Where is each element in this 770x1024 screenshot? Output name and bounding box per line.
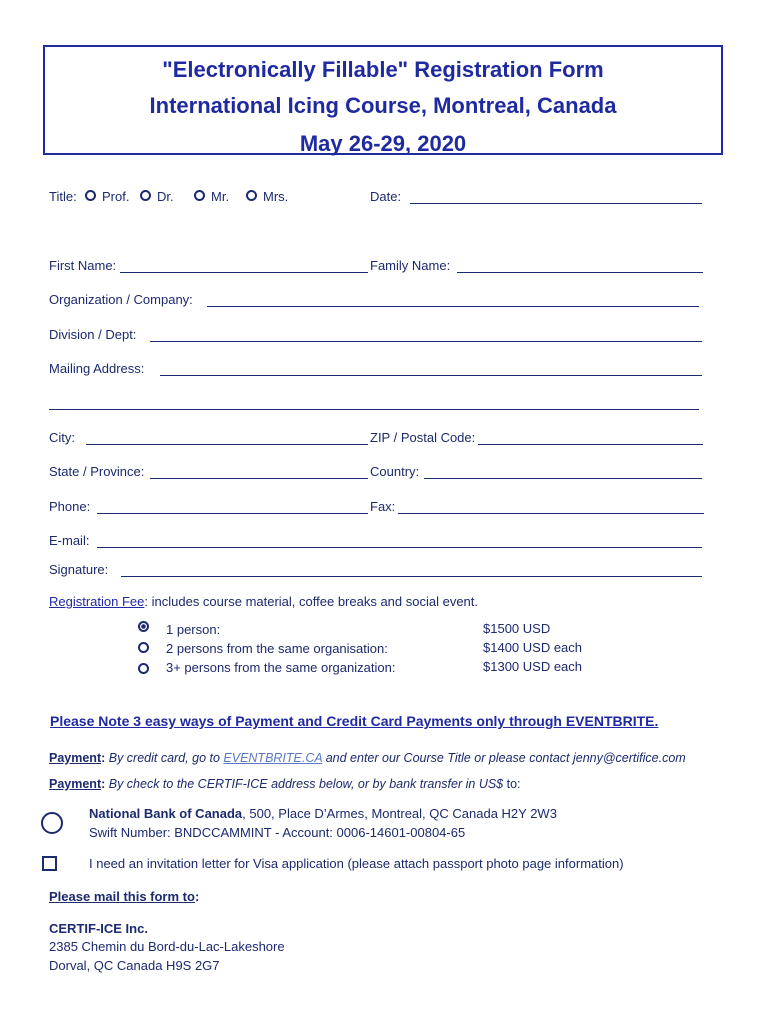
country-field[interactable]: [424, 478, 702, 479]
email-field[interactable]: [97, 547, 702, 548]
course-title: International Icing Course, Montreal, Canada: [149, 93, 617, 118]
fee-option-1-price: $1500 USD: [483, 621, 551, 636]
bank-address-line: [89, 806, 557, 821]
country-label: Country:: [370, 464, 420, 479]
swift-number: Swift Number: BNDCCAMMINT - Account: 0006-14601-00804-65: [89, 825, 466, 840]
mailing-address-label: Mailing Address:: [49, 361, 145, 376]
course-dates: May 26-29, 2020: [299, 131, 467, 156]
first-name-label: First Name:: [49, 258, 117, 273]
bank-address: , 500, Place D’Armes, Montreal, QC Canada H2Y 2W3: [242, 806, 557, 821]
registration-fee-line: [49, 594, 478, 609]
fee-1-person-radio[interactable]: [138, 621, 149, 632]
division-field[interactable]: [150, 341, 702, 342]
payment-1-contact: and enter our Course Title or please contact jenny@certifice.com: [322, 751, 686, 765]
email-label: E-mail:: [49, 533, 90, 548]
fee-option-1-label: 1 person:: [166, 622, 221, 637]
registration-fee-heading: Registration Fee: [49, 594, 145, 609]
fax-field[interactable]: [398, 513, 704, 514]
fee-3-persons-radio[interactable]: [138, 663, 149, 674]
mailing-address-field[interactable]: [160, 375, 702, 376]
payment-2-text: By check to the CERTIF-ICE address below, or by bank transfer in US$: [108, 777, 504, 791]
mailing-address-field-2[interactable]: [49, 409, 699, 410]
payment-note: Please Note 3 easy ways of Payment and Credit Card Payments only through EVENTBRITE.: [50, 713, 659, 729]
title-mr-radio[interactable]: [194, 190, 205, 201]
organization-label: Organization / Company:: [49, 292, 193, 307]
bank-transfer-radio[interactable]: [41, 812, 63, 834]
title-dr-radio[interactable]: [140, 190, 151, 201]
payment-1-label: Payment: [49, 751, 102, 765]
date-field[interactable]: [410, 203, 702, 204]
mail-heading-colon: :: [194, 889, 200, 904]
date-label: Date:: [370, 189, 402, 204]
payment-1-text: By credit card, go to: [108, 751, 224, 765]
signature-label: Signature:: [49, 562, 109, 577]
city-label: City:: [49, 430, 75, 445]
title-mrs-radio[interactable]: [246, 190, 257, 201]
title-label: Title:: [49, 189, 77, 204]
form-title-box: [43, 45, 723, 155]
visa-letter-checkbox[interactable]: [42, 856, 57, 871]
organization-field[interactable]: [207, 306, 699, 307]
mail-company: CERTIF-ICE Inc.: [49, 921, 148, 936]
fee-option-3-price: $1300 USD each: [483, 659, 583, 674]
phone-label: Phone:: [49, 499, 91, 514]
zip-label: ZIP / Postal Code:: [370, 430, 476, 445]
title-prof-label: Prof.: [102, 189, 130, 204]
mail-heading-line: [49, 889, 199, 904]
title-mrs-label: Mrs.: [263, 189, 289, 204]
fee-option-3-label: 3+ persons from the same organization:: [166, 660, 396, 675]
form-title: "Electronically Fillable" Registration Form: [162, 57, 604, 82]
phone-field[interactable]: [97, 513, 368, 514]
title-prof-radio[interactable]: [85, 190, 96, 201]
payment-2-label: Payment: [49, 777, 102, 791]
payment-2-to: to:: [503, 777, 521, 791]
zip-field[interactable]: [478, 444, 703, 445]
first-name-field[interactable]: [120, 272, 368, 273]
mail-heading: Please mail this form to: [49, 889, 195, 904]
city-field[interactable]: [86, 444, 368, 445]
mail-address-1: 2385 Chemin du Bord-du-Lac-Lakeshore: [49, 939, 285, 954]
payment-check-line: Payment: By check to the CERTIF-ICE address below, or by bank transfer in US$ to:: [49, 777, 521, 791]
bank-name: National Bank of Canada: [89, 806, 243, 821]
registration-fee-colon: :: [144, 594, 149, 609]
title-mr-label: Mr.: [211, 189, 230, 204]
mail-address-2: Dorval, QC Canada H9S 2G7: [49, 958, 220, 973]
eventbrite-link[interactable]: EVENTBRITE.CA: [223, 751, 323, 765]
fee-2-persons-radio[interactable]: [138, 642, 149, 653]
fee-option-2-price: $1400 USD each: [483, 640, 583, 655]
family-name-field[interactable]: [457, 272, 703, 273]
fax-label: Fax:: [370, 499, 396, 514]
title-dr-label: Dr.: [157, 189, 174, 204]
fee-option-2-label: 2 persons from the same organisation:: [166, 641, 388, 656]
state-label: State / Province:: [49, 464, 145, 479]
family-name-label: Family Name:: [370, 258, 451, 273]
visa-letter-label: I need an invitation letter for Visa application (please attach passport photo page information): [89, 856, 624, 871]
registration-fee-description: includes course material, coffee breaks and social event.: [148, 594, 479, 609]
payment-credit-card-line: Payment: By credit card, go to EVENTBRITE.CA and enter our Course Title or please contact jenny@certifice.com: [49, 751, 686, 765]
division-label: Division / Dept:: [49, 327, 137, 342]
signature-field[interactable]: [121, 576, 702, 577]
state-field[interactable]: [150, 478, 368, 479]
